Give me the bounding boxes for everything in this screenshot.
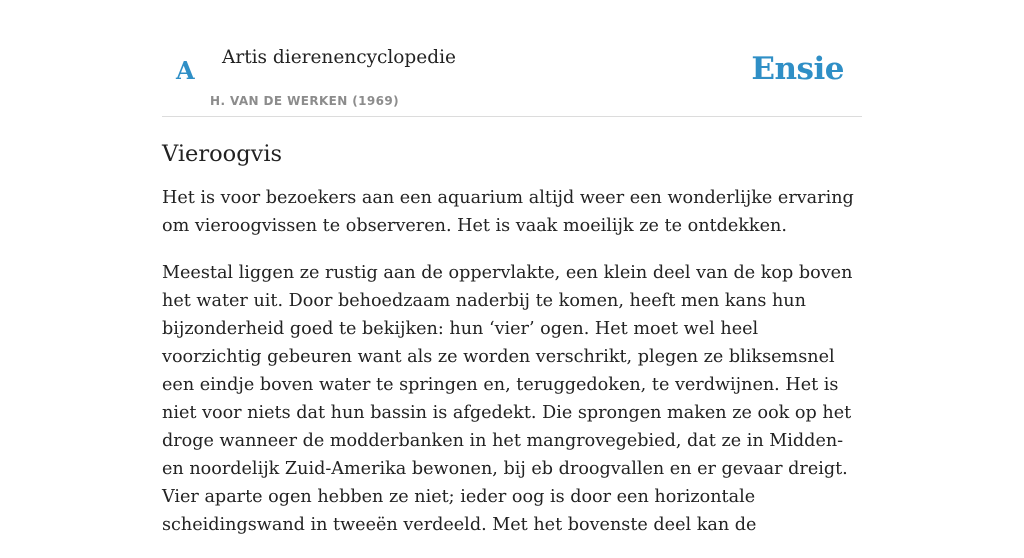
book-title-link[interactable]: Artis dierenencyclopedie bbox=[222, 47, 456, 68]
entry-title: Vieroogvis bbox=[162, 141, 283, 167]
article bbox=[162, 138, 862, 558]
ensie-logo-link[interactable]: Ensie bbox=[751, 51, 844, 87]
paragraph: Het is voor bezoekers aan een aquarium altijd weer een wonderlijke ervaring om vieroogvissen te observeren. Het is vaak moeilijk ze te ontdekken. bbox=[162, 188, 854, 236]
paragraph: Meestal liggen ze rustig aan de oppervlakte, een klein deel van de kop boven het water uit. Door behoedzaam naderbij te komen, heeft men kans hun bijzonderheid goed te bekijken: hun ‘vier’ ogen. Het moet wel heel voorzichtig gebeuren want als ze worden verschrikt, plegen ze bliksemsnel een eindje boven water te springen en, teruggedoken, te verdwijnen. Het is niet voor niets dat hun bassin is afgedekt. Die sprongen maken ze ook op het droge wanneer de modderbanken in het mangrovegebied, dat ze in Midden- en noordelijk Zuid-Amerika bewonen, bij eb droogvallen en er gevaar dreigt. Vier aparte ogen hebben ze niet; ieder oog is door een horizontale scheidingswand in tweeën verdeeld. Met het bovenste deel kan de bbox=[162, 263, 853, 535]
author-label: H. VAN DE WERKEN (1969) bbox=[210, 94, 400, 108]
letter-index-link[interactable]: A bbox=[176, 56, 195, 85]
page-header bbox=[162, 0, 862, 117]
